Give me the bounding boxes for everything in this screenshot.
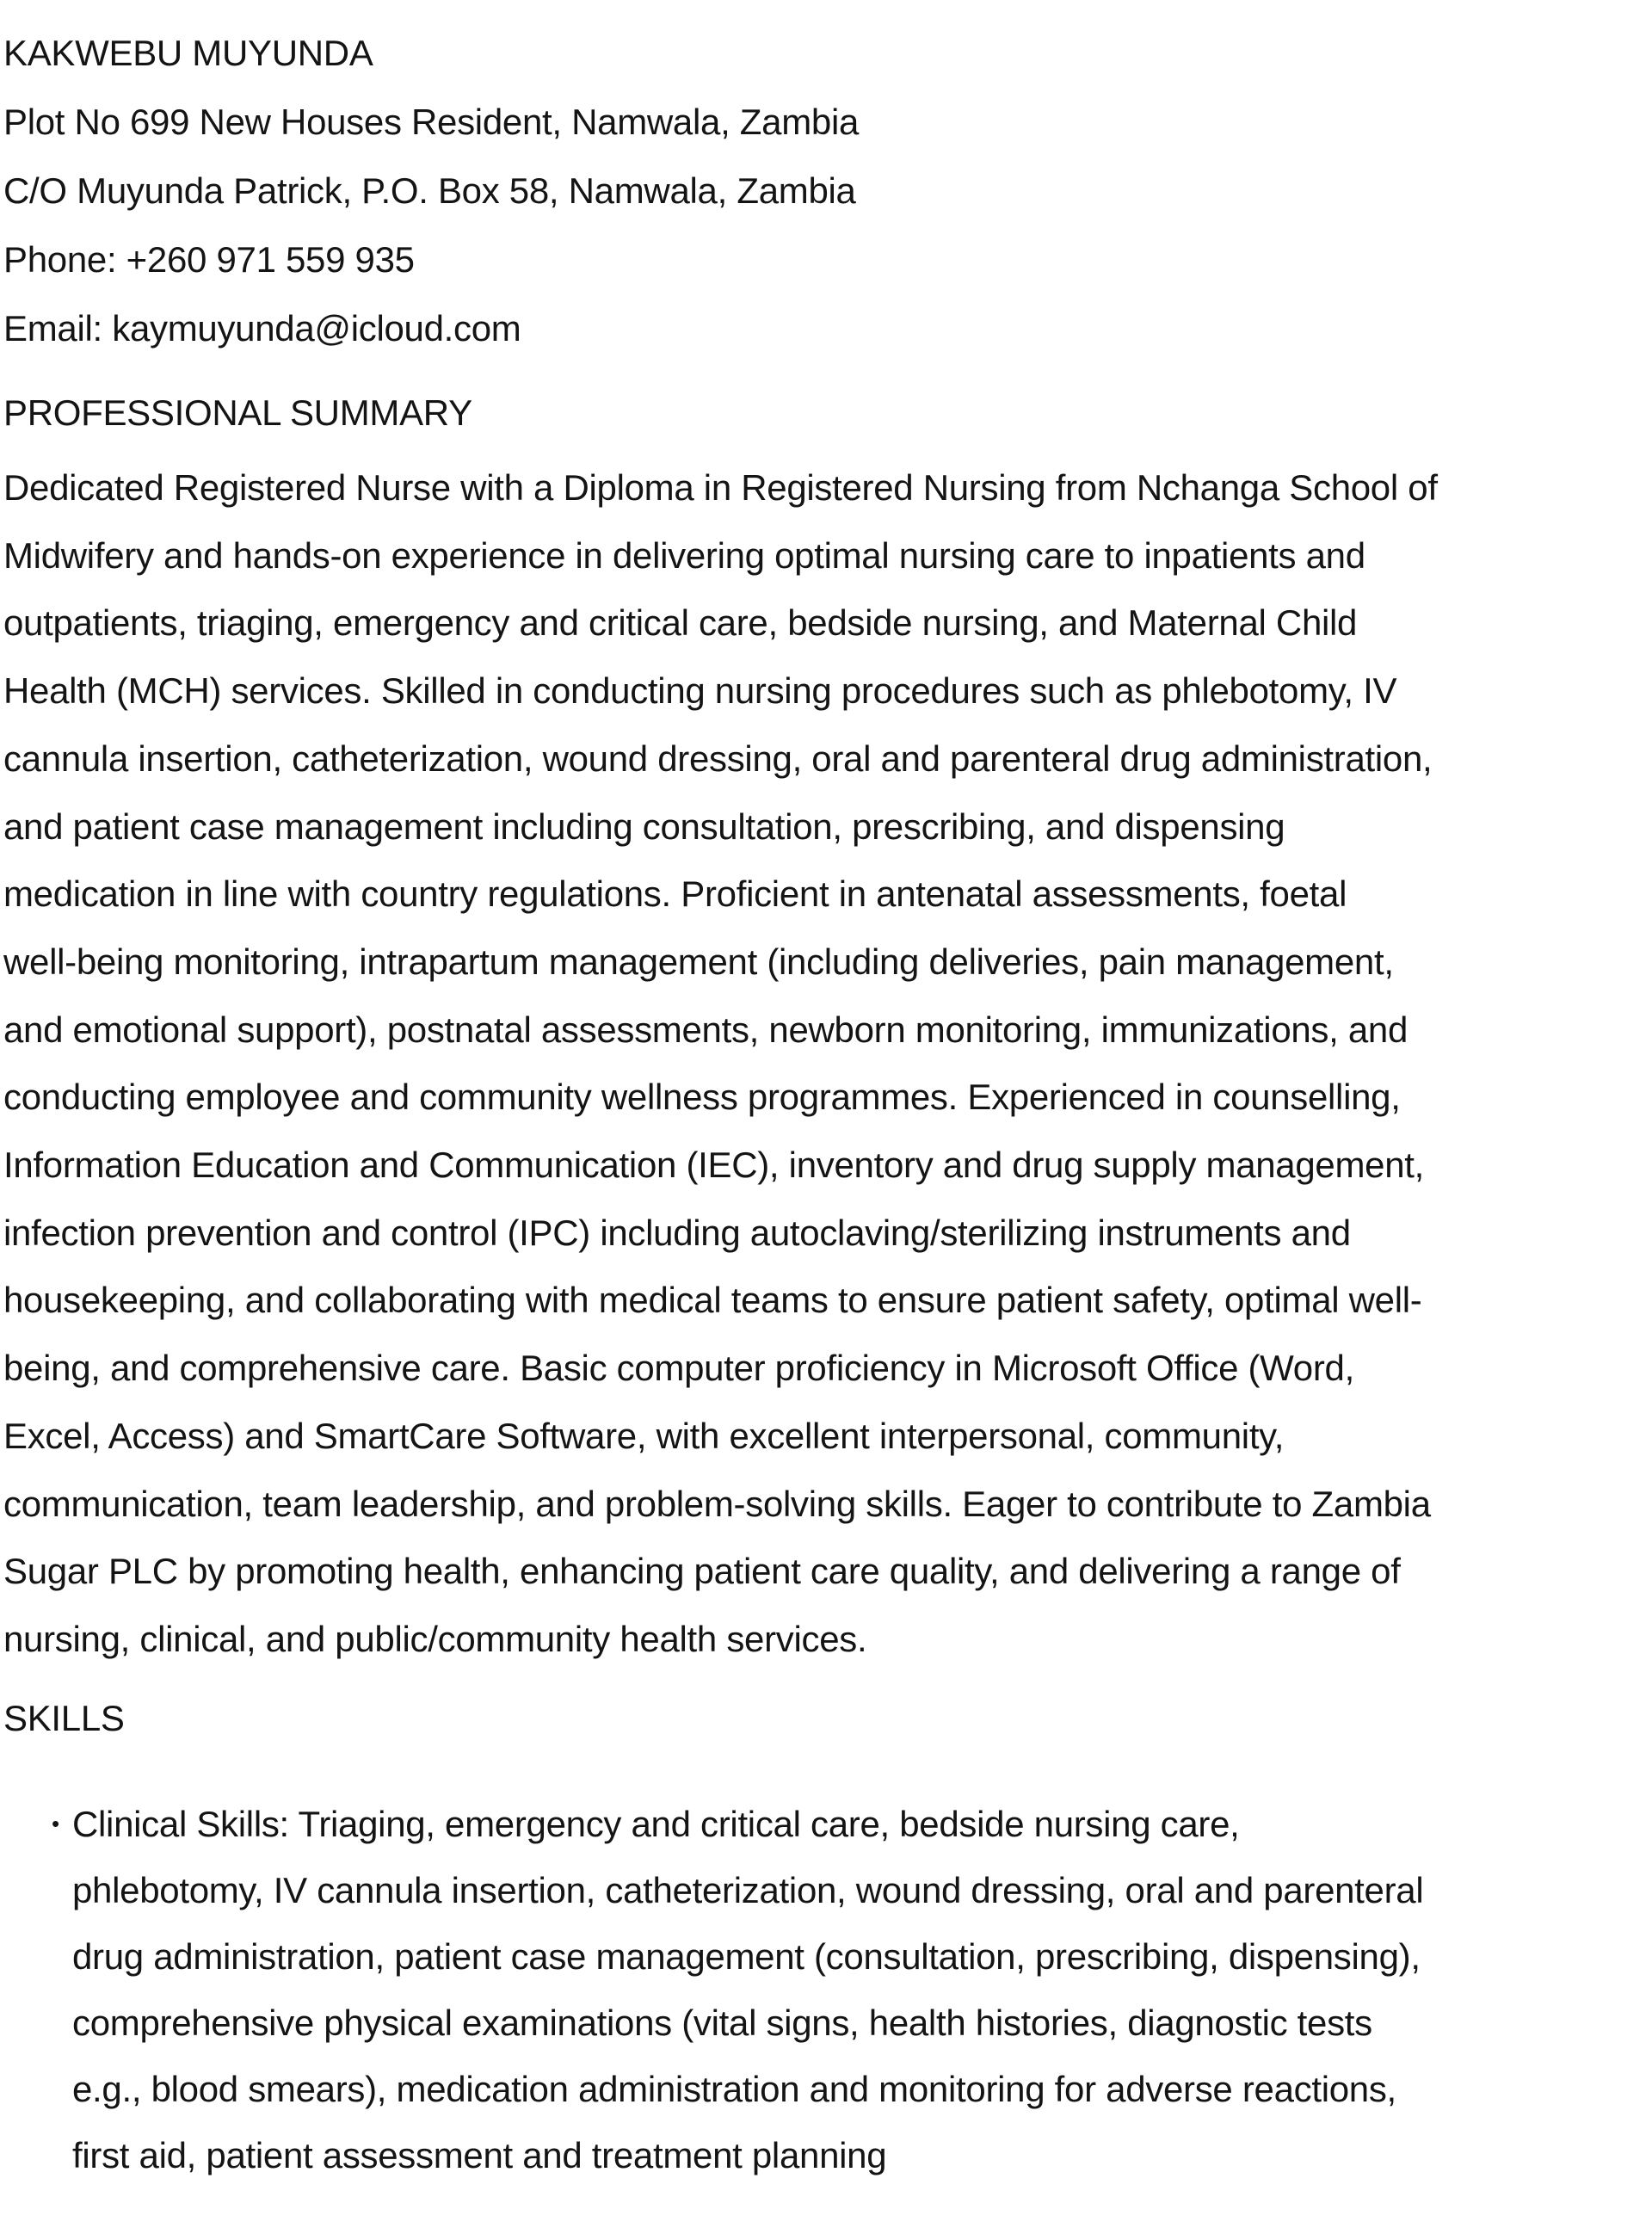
summary-text-line: Midwifery and hands-on experience in delivering optimal nursing care to inpatients and bbox=[3, 534, 1365, 576]
contact-line-address: Plot No 699 New Houses Resident, Namwala, Zambia bbox=[3, 102, 860, 142]
summary-text-line: Sugar PLC by promoting health, enhancing patient care quality, and delivering a range of bbox=[3, 1551, 1401, 1592]
contact-line-care-of: C/O Muyunda Patrick, P.O. Box 58, Namwala, Zambia bbox=[3, 170, 856, 211]
summary-text-line: medication in line with country regulations. Proficient in antenatal assessments, foetal bbox=[3, 873, 1347, 915]
skills-text-line: drug administration, patient case management (consultation, prescribing, dispensing), bbox=[72, 1935, 1421, 1977]
contact-line-phone: Phone: +260 971 559 935 bbox=[3, 239, 415, 280]
skills-text-line: phlebotomy, IV cannula insertion, catheterization, wound dressing, oral and parenteral bbox=[72, 1869, 1424, 1910]
summary-text-line: Excel, Access) and SmartCare Software, with excellent interpersonal, community, bbox=[3, 1415, 1285, 1456]
skills-text-line: comprehensive physical examinations (vital signs, health histories, diagnostic tests bbox=[72, 2002, 1372, 2043]
summary-text-line: Health (MCH) services. Skilled in conducting nursing procedures such as phlebotomy, IV bbox=[3, 670, 1397, 712]
skills-text-line: first aid, patient assessment and treatment planning bbox=[72, 2134, 887, 2175]
professional-summary-paragraph bbox=[3, 454, 1649, 1674]
skills-text-line: Clinical Skills: Triaging, emergency and critical care, bedside nursing care, bbox=[72, 1803, 1240, 1844]
contact-line-email: Email: kaymuyunda@icloud.com bbox=[3, 308, 521, 349]
skills-item-text bbox=[72, 1791, 1649, 2188]
skills-text-line: e.g., blood smears), medication administration and monitoring for adverse reactions, bbox=[72, 2068, 1396, 2109]
summary-text-line: conducting employee and community wellness programmes. Experienced in counselling, bbox=[3, 1077, 1401, 1118]
skills-list-item bbox=[3, 1791, 1649, 2188]
section-heading-skills: SKILLS bbox=[3, 1697, 125, 1738]
summary-text-line: communication, team leadership, and problem-solving skills. Eager to contribute to Zambia bbox=[3, 1483, 1431, 1524]
person-name: KAKWEBU MUYUNDA bbox=[3, 33, 373, 73]
section-heading-professional-summary: PROFESSIONAL SUMMARY bbox=[3, 392, 472, 433]
summary-text-line: nursing, clinical, and public/community health services. bbox=[3, 1618, 867, 1659]
summary-text-line: Dedicated Registered Nurse with a Diploma in Registered Nursing from Nchanga School of bbox=[3, 467, 1438, 508]
summary-text-line: and patient case management including consultation, prescribing, and dispensing bbox=[3, 805, 1285, 847]
summary-text-line: and emotional support), postnatal assessments, newborn monitoring, immunizations, and bbox=[3, 1009, 1409, 1050]
summary-text-line: being, and comprehensive care. Basic computer proficiency in Microsoft Office (Word, bbox=[3, 1348, 1354, 1389]
summary-text-line: cannula insertion, catheterization, wound dressing, oral and parenteral drug administration, bbox=[3, 737, 1433, 779]
summary-text-line: housekeeping, and collaborating with medical teams to ensure patient safety, optimal well- bbox=[3, 1280, 1422, 1321]
summary-text-line: Information Education and Communication (IEC), inventory and drug supply management, bbox=[3, 1145, 1425, 1186]
summary-text-line: infection prevention and control (IPC) including autoclaving/sterilizing instruments and bbox=[3, 1212, 1351, 1253]
summary-text-line: outpatients, triaging, emergency and critical care, bedside nursing, and Maternal Child bbox=[3, 602, 1358, 644]
bullet-icon: • bbox=[52, 1810, 59, 1836]
summary-text-line: well-being monitoring, intrapartum management (including deliveries, pain management, bbox=[3, 941, 1394, 982]
